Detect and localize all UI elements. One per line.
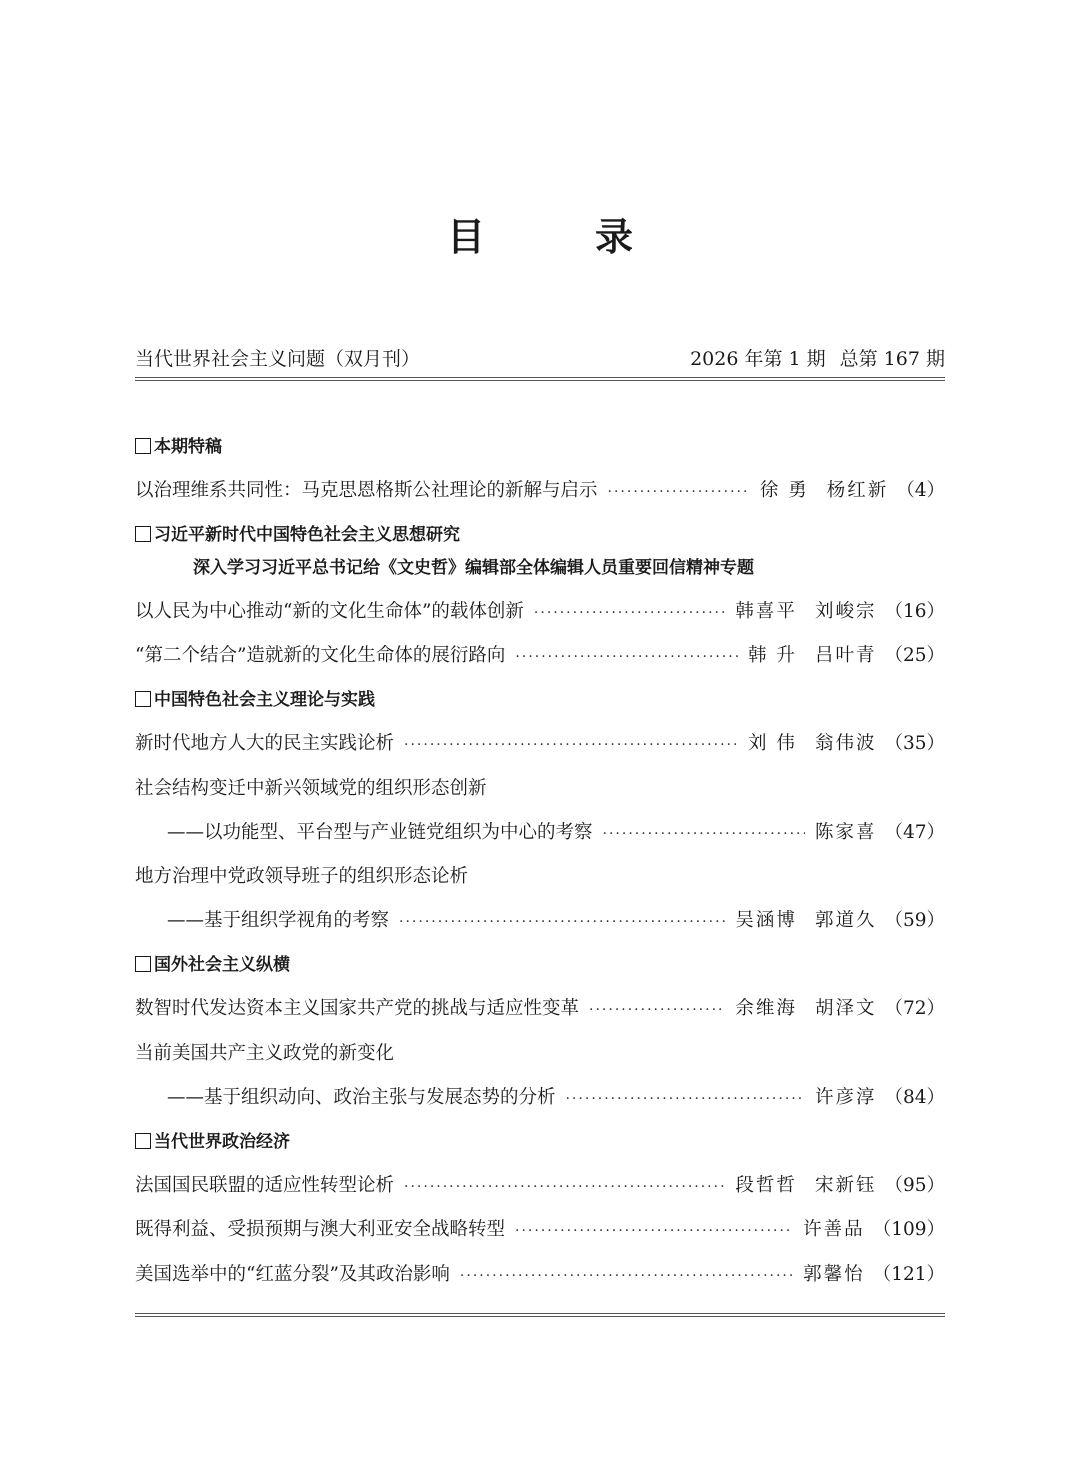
article-title: ——以功能型、平台型与产业链党组织为中心的考察 bbox=[167, 821, 593, 843]
checkbox-square-icon bbox=[135, 956, 151, 972]
author-name: 宋新钰 bbox=[814, 1175, 877, 1197]
checkbox-square-icon bbox=[135, 526, 151, 542]
dot-leader bbox=[603, 812, 805, 856]
article-authors bbox=[803, 1253, 865, 1297]
title-char-2: 录 bbox=[595, 215, 634, 259]
author-name: 韩喜平 bbox=[735, 600, 797, 622]
toc-article-title-line: 地方治理中党政领导班子的组织形态论析 bbox=[135, 865, 469, 887]
toc-entry bbox=[135, 722, 945, 766]
footer-rule bbox=[135, 1313, 945, 1317]
article-authors bbox=[735, 590, 876, 634]
article-authors bbox=[735, 899, 876, 943]
author-name: 吕叶青 bbox=[814, 644, 877, 666]
section-title: 当代世界政治经济 bbox=[154, 1132, 290, 1152]
total-issue-number: 总第 167 期 bbox=[839, 348, 945, 370]
article-title: 既得利益、受损预期与澳大利亚安全战略转型 bbox=[135, 1219, 506, 1241]
toc-entry bbox=[135, 469, 945, 513]
section-title: 本期特稿 bbox=[154, 437, 222, 457]
author-name: 刘 伟 bbox=[748, 733, 797, 755]
article-title: ——基于组织动向、政治主张与发展态势的分析 bbox=[167, 1086, 556, 1108]
journal-name: 当代世界社会主义问题（双月刊） bbox=[135, 348, 421, 370]
page-title bbox=[0, 212, 1080, 262]
page-number: （25） bbox=[884, 644, 945, 666]
toc-entry bbox=[135, 1076, 945, 1120]
toc-entry bbox=[135, 590, 945, 634]
dot-leader bbox=[515, 635, 738, 679]
author-name: 杨红新 bbox=[826, 480, 889, 502]
author-name: 韩 升 bbox=[748, 644, 797, 666]
toc-entry bbox=[135, 811, 945, 855]
dot-leader bbox=[608, 470, 750, 514]
article-authors bbox=[735, 1164, 876, 1208]
author-name: 余维海 bbox=[735, 998, 797, 1020]
dot-leader bbox=[404, 723, 738, 767]
section-title: 中国特色社会主义理论与实践 bbox=[154, 690, 375, 711]
author-name: 郭道久 bbox=[814, 910, 877, 932]
article-authors bbox=[815, 1076, 877, 1120]
page-number: （16） bbox=[884, 600, 945, 622]
section-title: 习近平新时代中国特色社会主义思想研究 bbox=[154, 525, 460, 546]
checkbox-square-icon bbox=[135, 1133, 151, 1149]
author-name: 胡泽文 bbox=[814, 998, 877, 1020]
article-title: 法国国民联盟的适应性转型论析 bbox=[135, 1175, 395, 1197]
author-name: 吴涵博 bbox=[735, 910, 797, 932]
article-title: 数智时代发达资本主义国家共产党的挑战与适应性变革 bbox=[135, 998, 580, 1020]
dot-leader bbox=[404, 1165, 725, 1209]
author-name: 段哲哲 bbox=[735, 1175, 797, 1197]
page-number: （47） bbox=[884, 821, 945, 843]
checkbox-square-icon bbox=[135, 438, 151, 454]
article-title: “第二个结合”造就新的文化生命体的展衍路向 bbox=[135, 644, 506, 666]
dot-leader bbox=[566, 1077, 805, 1121]
article-title: 美国选举中的“红蓝分裂”及其政治影响 bbox=[135, 1263, 450, 1285]
article-title: 新时代地方人大的民主实践论析 bbox=[135, 733, 395, 755]
dot-leader bbox=[515, 1209, 793, 1253]
toc-article-title-line: 当前美国共产主义政党的新变化 bbox=[135, 1042, 395, 1064]
article-authors bbox=[760, 469, 888, 513]
page-number: （84） bbox=[884, 1086, 945, 1108]
page-number: （72） bbox=[884, 998, 945, 1020]
article-authors bbox=[748, 722, 876, 766]
toc-article-title-line: 社会结构变迁中新兴领域党的组织形态创新 bbox=[135, 777, 487, 799]
dot-leader bbox=[534, 591, 726, 635]
author-name: 刘峻宗 bbox=[814, 600, 877, 622]
article-authors bbox=[735, 987, 876, 1031]
author-name: 徐 勇 bbox=[759, 480, 809, 502]
author-name: 许善品 bbox=[803, 1219, 865, 1241]
toc-entry bbox=[135, 899, 945, 943]
page-number: （35） bbox=[884, 733, 945, 755]
toc-entry bbox=[135, 1253, 945, 1297]
header-rule bbox=[135, 377, 945, 381]
toc-subsection-heading: 深入学习习近平总书记给《文史哲》编辑部全体编辑人员重要回信精神专题 bbox=[193, 557, 754, 578]
toc-section-heading bbox=[135, 425, 945, 469]
author-name: 翁伟波 bbox=[814, 733, 877, 755]
masthead bbox=[135, 344, 945, 374]
toc-entry bbox=[135, 1208, 945, 1252]
toc-section-heading bbox=[135, 943, 945, 987]
toc-entry bbox=[135, 1164, 945, 1208]
author-name: 郭馨怡 bbox=[803, 1263, 865, 1285]
table-of-contents bbox=[135, 425, 945, 1297]
issue-number: 2026 年第 1 期 bbox=[690, 348, 826, 370]
article-title: ——基于组织学视角的考察 bbox=[167, 910, 390, 932]
article-authors bbox=[815, 811, 877, 855]
toc-section-heading bbox=[135, 1120, 945, 1164]
page-number: （95） bbox=[884, 1175, 945, 1197]
article-title: 以治理维系共同性：马克思恩格斯公社理论的新解与启示 bbox=[135, 480, 598, 502]
toc-entry bbox=[135, 987, 945, 1031]
toc-section-heading bbox=[135, 678, 945, 722]
page-number: （4） bbox=[896, 480, 945, 502]
author-name: 陈家喜 bbox=[814, 821, 877, 843]
issue-info bbox=[676, 344, 945, 374]
article-authors bbox=[748, 634, 876, 678]
page-number: （121） bbox=[872, 1263, 945, 1285]
page-number: （109） bbox=[872, 1219, 945, 1241]
page-number: （59） bbox=[884, 910, 945, 932]
checkbox-square-icon bbox=[135, 691, 151, 707]
article-authors bbox=[803, 1208, 865, 1252]
dot-leader bbox=[460, 1254, 793, 1298]
section-title: 国外社会主义纵横 bbox=[154, 955, 290, 976]
dot-leader bbox=[399, 900, 725, 944]
dot-leader bbox=[589, 988, 725, 1032]
author-name: 许彦淳 bbox=[814, 1086, 877, 1108]
title-char-1: 目 bbox=[446, 215, 485, 259]
toc-entry bbox=[135, 634, 945, 678]
article-title: 以人民为中心推动“新的文化生命体”的载体创新 bbox=[135, 600, 524, 622]
